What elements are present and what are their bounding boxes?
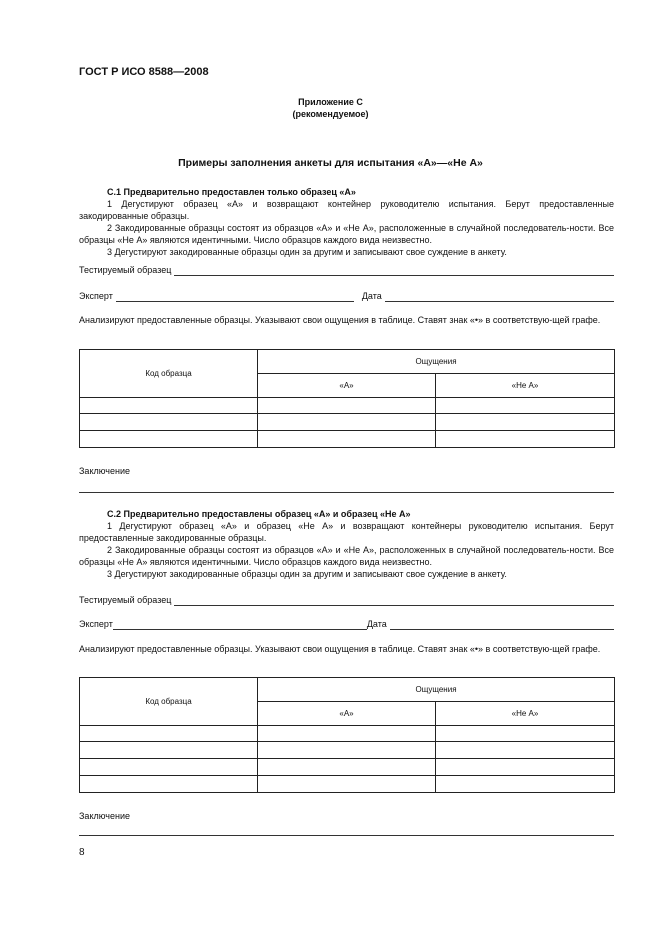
step-3: 3 Дегустируют закодированные образцы один за другим и записывают свое суждение в анкету. <box>107 569 507 579</box>
page-number: 8 <box>79 847 85 858</box>
expert-line[interactable] <box>113 620 367 630</box>
instruction-text: Анализируют предоставленные образцы. Указывают свои ощущения в таблице. Ставят знак «•» в соответствую-щей графе. <box>79 315 601 325</box>
table-row <box>80 398 615 414</box>
expert-date-field[interactable] <box>79 290 614 302</box>
instruction-c1 <box>79 314 614 326</box>
section-title-c2: С.2 Предварительно предоставлены образец «А» и образец «Не А» <box>107 509 411 519</box>
col-a-header: «А» <box>258 702 436 726</box>
not-a-cell[interactable] <box>436 742 615 759</box>
tested-sample-line[interactable] <box>174 266 614 276</box>
code-cell[interactable] <box>80 776 258 793</box>
code-header: Код образца <box>80 350 258 398</box>
appendix-title: Приложение С <box>298 97 363 107</box>
step-1: 1 Дегустируют образец «А» и возвращают контейнер руководителю испытания. Берут предоставленные закодированные образцы. <box>79 199 614 221</box>
col-a-header: «А» <box>258 374 436 398</box>
code-header: Код образца <box>80 678 258 726</box>
code-cell[interactable] <box>80 742 258 759</box>
code-cell[interactable] <box>80 726 258 742</box>
tested-sample-line[interactable] <box>174 596 614 606</box>
col-not-a-header: «Не А» <box>436 702 615 726</box>
date-label: Дата <box>366 619 387 629</box>
tested-sample-label: Тестируемый образец <box>79 595 172 605</box>
sensation-table-c1 <box>79 349 615 448</box>
sensations-header: Ощущения <box>258 678 615 702</box>
code-cell[interactable] <box>80 759 258 776</box>
a-cell[interactable] <box>258 431 436 448</box>
table-row <box>80 759 615 776</box>
section-steps-c2 <box>79 520 614 580</box>
code-cell[interactable] <box>80 398 258 414</box>
step-1: 1 Дегустируют образец «А» и образец «Не А» и возвращают контейнеры руководителю испытания. Берут предоставленные закодированные образцы. <box>79 521 614 543</box>
page-heading: Примеры заполнения анкеты для испытания «А»—«Не А» <box>178 157 483 169</box>
sensations-header: Ощущения <box>258 350 615 374</box>
code-cell[interactable] <box>80 414 258 431</box>
date-line[interactable] <box>385 292 614 302</box>
step-2: 2 Закодированные образцы состоят из образцов «А» и «Не А», расположенных в случайной последователь-ности. Все образцы «Не А» являются идентичными. Число образцов каждого вида неизвестно. <box>79 545 614 567</box>
conclusion-line-c1[interactable] <box>79 492 614 493</box>
section-title-c1: С.1 Предварительно предоставлен только образец «А» <box>107 187 356 197</box>
table-row <box>80 776 615 793</box>
tested-sample-label: Тестируемый образец <box>79 265 172 275</box>
table-row <box>80 431 615 448</box>
tested-sample-field[interactable] <box>79 594 614 606</box>
conclusion-label-c1: Заключение <box>79 466 130 476</box>
table-row <box>80 726 615 742</box>
step-2: 2 Закодированные образцы состоят из образцов «А» и «Не А», расположенные в случайной последователь-ности. Все образцы «Не А» являются идентичными. Число образцов каждого вида неизвестно. <box>79 223 614 245</box>
appendix-subtitle: (рекомендуемое) <box>292 109 369 119</box>
not-a-cell[interactable] <box>436 726 615 742</box>
section-steps-c1 <box>79 198 614 258</box>
code-cell[interactable] <box>80 431 258 448</box>
instruction-text: Анализируют предоставленные образцы. Указывают свои ощущения в таблице. Ставят знак «•» в соответствую-щей графе. <box>79 644 601 654</box>
tested-sample-field[interactable] <box>79 264 614 276</box>
date-label: Дата <box>361 291 382 301</box>
a-cell[interactable] <box>258 776 436 793</box>
expert-date-field[interactable] <box>79 618 614 630</box>
a-cell[interactable] <box>258 398 436 414</box>
conclusion-label-c2: Заключение <box>79 811 130 821</box>
expert-label: Эксперт <box>79 619 113 629</box>
a-cell[interactable] <box>258 414 436 431</box>
not-a-cell[interactable] <box>436 759 615 776</box>
not-a-cell[interactable] <box>436 398 615 414</box>
not-a-cell[interactable] <box>436 431 615 448</box>
date-line[interactable] <box>390 620 614 630</box>
table-row <box>80 414 615 431</box>
expert-label: Эксперт <box>79 291 113 301</box>
col-not-a-header: «Не А» <box>436 374 615 398</box>
sensation-table-c2 <box>79 677 615 793</box>
expert-line[interactable] <box>116 292 354 302</box>
not-a-cell[interactable] <box>436 414 615 431</box>
document-code: ГОСТ Р ИСО 8588—2008 <box>79 66 209 78</box>
a-cell[interactable] <box>258 726 436 742</box>
not-a-cell[interactable] <box>436 776 615 793</box>
table-row <box>80 742 615 759</box>
instruction-c2 <box>79 643 614 655</box>
a-cell[interactable] <box>258 742 436 759</box>
step-3: 3 Дегустируют закодированные образцы один за другим и записывают свое суждение в анкету. <box>107 247 507 257</box>
conclusion-line-c2[interactable] <box>79 835 614 836</box>
a-cell[interactable] <box>258 759 436 776</box>
